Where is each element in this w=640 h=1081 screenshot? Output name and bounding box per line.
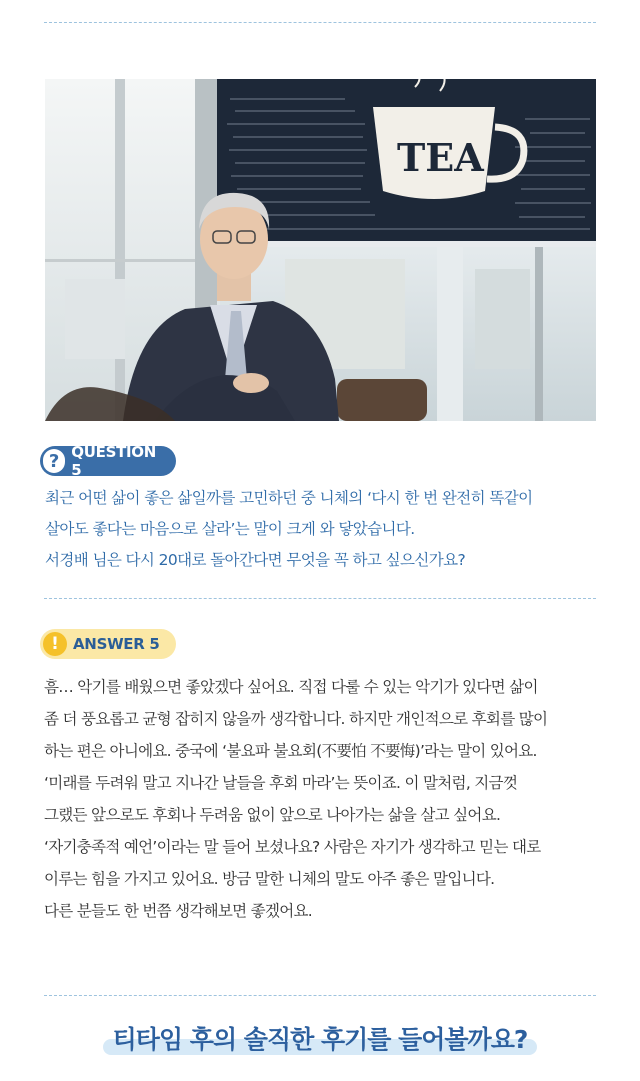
answer-line: ‘미래를 두려워 말고 지나간 날들을 후회 마라’는 뜻이죠. 이 말처럼, 지금껏 bbox=[44, 774, 518, 792]
question-badge bbox=[40, 443, 176, 479]
closing-heading: 티타임 후의 솔직한 후기를 들어볼까요? bbox=[107, 1020, 534, 1056]
tea-sign-text: TEA bbox=[397, 135, 484, 180]
answer-text bbox=[44, 671, 614, 927]
closing-heading-wrap bbox=[0, 1020, 640, 1056]
answer-line: 다른 분들도 한 번쯤 생각해보면 좋겠어요. bbox=[44, 902, 313, 920]
question-badge-label: QUESTION 5 bbox=[71, 443, 156, 479]
question-mark-icon: ? bbox=[43, 449, 65, 473]
answer-badge bbox=[40, 629, 176, 659]
question-line: 살아도 좋다는 마음으로 살라’는 말이 크게 와 닿았습니다. bbox=[45, 520, 415, 538]
answer-line: 이루는 힘을 가지고 있어요. 방금 말한 니체의 말도 아주 좋은 말입니다. bbox=[44, 870, 495, 888]
answer-line: 그랬든 앞으로도 후회나 두려움 없이 앞으로 나아가는 삶을 살고 싶어요. bbox=[44, 806, 501, 824]
top-divider bbox=[44, 22, 596, 23]
exclamation-icon: ! bbox=[43, 632, 67, 656]
bottom-divider bbox=[44, 995, 596, 996]
photo-illustration bbox=[45, 79, 596, 421]
answer-line: ‘자기충족적 예언’이라는 말 들어 보셨나요? 사람은 자기가 생각하고 믿는 대로 bbox=[44, 838, 541, 856]
answer-line: 좀 더 풍요롭고 균형 잡히지 않을까 생각합니다. 하지만 개인적으로 후회를 많이 bbox=[44, 710, 548, 728]
question-text bbox=[45, 483, 605, 576]
interview-photo bbox=[45, 79, 596, 421]
middle-divider bbox=[44, 598, 596, 599]
answer-badge-label: ANSWER 5 bbox=[73, 635, 160, 653]
answer-line: 흠… 악기를 배웠으면 좋았겠다 싶어요. 직접 다룰 수 있는 악기가 있다면 삶이 bbox=[44, 678, 538, 696]
question-line: 최근 어떤 삶이 좋은 삶일까를 고민하던 중 니체의 ‘다시 한 번 완전히 똑같이 bbox=[45, 489, 533, 507]
answer-line: 하는 편은 아니에요. 중국에 ‘불요파 불요회(不要怕 不要悔)’라는 말이 있어요. bbox=[44, 742, 537, 760]
question-line: 서경배 님은 다시 20대로 돌아간다면 무엇을 꼭 하고 싶으신가요? bbox=[45, 551, 466, 569]
